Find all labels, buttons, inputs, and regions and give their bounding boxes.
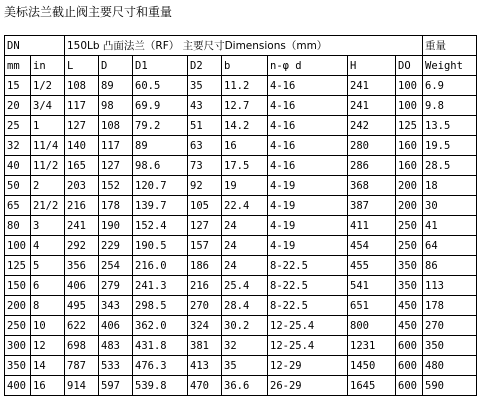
table-cell: 60.5 [133, 76, 188, 96]
table-cell: 10 [31, 316, 65, 336]
table-cell: 65 [5, 196, 31, 216]
table-cell: 250 [396, 216, 423, 236]
table-header-row [5, 36, 477, 56]
table-cell: 241 [65, 216, 99, 236]
table-cell: 9.8 [423, 96, 477, 116]
table-cell: 127 [99, 156, 133, 176]
table-cell: 98.6 [133, 156, 188, 176]
table-cell: 105 [188, 196, 222, 216]
table-cell: 4-19 [268, 196, 348, 216]
table-row [5, 116, 477, 136]
column-header: D2 [188, 56, 222, 76]
column-header: L [65, 56, 99, 76]
table-cell: 19 [222, 176, 268, 196]
table-row [5, 156, 477, 176]
table-cell: 14 [31, 356, 65, 376]
table-cell: 431.8 [133, 336, 188, 356]
table-cell: 279 [99, 276, 133, 296]
table-cell: 800 [348, 316, 396, 336]
table-cell: 324 [188, 316, 222, 336]
table-cell: 4-19 [268, 176, 348, 196]
table-cell: 41 [423, 216, 477, 236]
table-cell: 11/4 [31, 136, 65, 156]
table-cell: 413 [188, 356, 222, 376]
table-cell: 343 [99, 296, 133, 316]
table-cell: 1 [31, 116, 65, 136]
table-cell: 8-22.5 [268, 276, 348, 296]
table-cell: 3 [31, 216, 65, 236]
table-cell: 28.5 [423, 156, 477, 176]
table-cell: 356 [65, 256, 99, 276]
table-cell: 19.5 [423, 136, 477, 156]
table-cell: 26-29 [268, 376, 348, 396]
table-cell: 32 [5, 136, 31, 156]
table-cell: 89 [99, 76, 133, 96]
table-cell: 622 [65, 316, 99, 336]
table-cell: 216 [65, 196, 99, 216]
table-cell: 298.5 [133, 296, 188, 316]
table-cell: 64 [423, 236, 477, 256]
table-cell: 150 [5, 276, 31, 296]
table-cell: 1/2 [31, 76, 65, 96]
table-cell: 229 [99, 236, 133, 256]
table-row [5, 216, 477, 236]
table-cell: 270 [188, 296, 222, 316]
table-row [5, 296, 477, 316]
table-cell: 20 [5, 96, 31, 116]
column-header: mm [5, 56, 31, 76]
table-cell: 127 [65, 116, 99, 136]
column-header: n-φ d [268, 56, 348, 76]
table-cell: 51 [188, 116, 222, 136]
table-cell: 190 [99, 216, 133, 236]
column-header: DO [396, 56, 423, 76]
table-cell: 200 [5, 296, 31, 316]
table-cell: 12-25.4 [268, 336, 348, 356]
table-cell: 250 [5, 316, 31, 336]
table-cell: 24 [222, 216, 268, 236]
table-cell: 8 [31, 296, 65, 316]
column-header: D [99, 56, 133, 76]
column-header: Weight [423, 56, 477, 76]
table-cell: 18 [423, 176, 477, 196]
table-cell: 113 [423, 276, 477, 296]
table-cell: 160 [396, 136, 423, 156]
table-cell: 165 [65, 156, 99, 176]
table-cell: 3/4 [31, 96, 65, 116]
table-row [5, 176, 477, 196]
table-cell: 406 [65, 276, 99, 296]
table-cell: 79.2 [133, 116, 188, 136]
table-cell: 108 [65, 76, 99, 96]
table-cell: 286 [348, 156, 396, 176]
dn-header: DN [5, 36, 65, 56]
table-cell: 92 [188, 176, 222, 196]
table-cell: 216.0 [133, 256, 188, 276]
table-cell: 400 [5, 376, 31, 396]
group-header: 150Lb 凸面法兰（RF） 主要尺寸Dimensions（mm） [65, 36, 423, 56]
table-cell: 450 [396, 296, 423, 316]
table-row [5, 316, 477, 336]
table-cell: 89 [133, 136, 188, 156]
table-cell: 11.2 [222, 76, 268, 96]
table-cell: 12 [31, 336, 65, 356]
table-cell: 651 [348, 296, 396, 316]
column-header: H [348, 56, 396, 76]
table-cell: 254 [99, 256, 133, 276]
table-cell: 381 [188, 336, 222, 356]
table-cell: 362.0 [133, 316, 188, 336]
column-header-row [5, 56, 477, 76]
table-cell: 4-16 [268, 136, 348, 156]
table-cell: 476.3 [133, 356, 188, 376]
table-cell: 152.4 [133, 216, 188, 236]
table-cell: 25 [5, 116, 31, 136]
table-cell: 1450 [348, 356, 396, 376]
table-row [5, 336, 477, 356]
table-cell: 1231 [348, 336, 396, 356]
table-cell: 12-25.4 [268, 316, 348, 336]
table-cell: 12.7 [222, 96, 268, 116]
table-cell: 125 [5, 256, 31, 276]
table-cell: 350 [396, 256, 423, 276]
table-cell: 186 [188, 256, 222, 276]
table-cell: 454 [348, 236, 396, 256]
table-cell: 13.5 [423, 116, 477, 136]
column-header: in [31, 56, 65, 76]
weight-header: 重量 [423, 36, 477, 56]
table-cell: 28.4 [222, 296, 268, 316]
table-cell: 203 [65, 176, 99, 196]
table-cell: 100 [5, 236, 31, 256]
table-cell: 8-22.5 [268, 256, 348, 276]
table-cell: 480 [423, 356, 477, 376]
table-cell: 117 [99, 136, 133, 156]
table-cell: 157 [188, 236, 222, 256]
table-cell: 450 [396, 316, 423, 336]
table-cell: 16 [222, 136, 268, 156]
column-header: D1 [133, 56, 188, 76]
table-cell: 80 [5, 216, 31, 236]
table-cell: 11/2 [31, 156, 65, 176]
table-row [5, 96, 477, 116]
table-cell: 190.5 [133, 236, 188, 256]
table-cell: 4 [31, 236, 65, 256]
table-cell: 178 [99, 196, 133, 216]
table-row [5, 376, 477, 396]
table-cell: 241 [348, 76, 396, 96]
table-cell: 4-16 [268, 76, 348, 96]
table-cell: 73 [188, 156, 222, 176]
table-cell: 533 [99, 356, 133, 376]
table-cell: 127 [188, 216, 222, 236]
table-cell: 98 [99, 96, 133, 116]
table-row [5, 356, 477, 376]
table-cell: 350 [5, 356, 31, 376]
table-cell: 200 [396, 196, 423, 216]
table-cell: 483 [99, 336, 133, 356]
table-cell: 698 [65, 336, 99, 356]
table-cell: 25.4 [222, 276, 268, 296]
table-cell: 108 [99, 116, 133, 136]
table-cell: 63 [188, 136, 222, 156]
table-cell: 914 [65, 376, 99, 396]
table-cell: 86 [423, 256, 477, 276]
table-cell: 406 [99, 316, 133, 336]
table-cell: 100 [396, 96, 423, 116]
table-cell: 117 [65, 96, 99, 116]
table-cell: 120.7 [133, 176, 188, 196]
table-cell: 40 [5, 156, 31, 176]
table-cell: 350 [396, 276, 423, 296]
table-cell: 24 [222, 236, 268, 256]
table-cell: 241.3 [133, 276, 188, 296]
table-cell: 4-16 [268, 96, 348, 116]
table-cell: 17.5 [222, 156, 268, 176]
table-cell: 43 [188, 96, 222, 116]
table-cell: 35 [188, 76, 222, 96]
table-cell: 24 [222, 256, 268, 276]
dimensions-table [4, 35, 477, 396]
table-cell: 4-16 [268, 116, 348, 136]
table-cell: 368 [348, 176, 396, 196]
table-cell: 200 [396, 176, 423, 196]
table-cell: 8-22.5 [268, 296, 348, 316]
table-row [5, 76, 477, 96]
table-cell: 6.9 [423, 76, 477, 96]
table-cell: 292 [65, 236, 99, 256]
table-cell: 590 [423, 376, 477, 396]
table-row [5, 136, 477, 156]
table-cell: 12-29 [268, 356, 348, 376]
table-cell: 597 [99, 376, 133, 396]
table-cell: 2 [31, 176, 65, 196]
table-cell: 21/2 [31, 196, 65, 216]
table-cell: 100 [396, 76, 423, 96]
table-row [5, 236, 477, 256]
table-cell: 470 [188, 376, 222, 396]
table-cell: 270 [423, 316, 477, 336]
table-cell: 411 [348, 216, 396, 236]
table-cell: 216 [188, 276, 222, 296]
table-cell: 6 [31, 276, 65, 296]
table-cell: 600 [396, 356, 423, 376]
table-cell: 4-19 [268, 216, 348, 236]
table-cell: 15 [5, 76, 31, 96]
table-cell: 32 [222, 336, 268, 356]
table-cell: 600 [396, 376, 423, 396]
table-cell: 30.2 [222, 316, 268, 336]
table-row [5, 276, 477, 296]
table-row [5, 196, 477, 216]
table-cell: 69.9 [133, 96, 188, 116]
table-cell: 140 [65, 136, 99, 156]
table-cell: 4-19 [268, 236, 348, 256]
table-cell: 178 [423, 296, 477, 316]
page-title: 美标法兰截止阀主要尺寸和重量 [4, 5, 173, 19]
table-cell: 125 [396, 116, 423, 136]
table-cell: 16 [31, 376, 65, 396]
table-cell: 35 [222, 356, 268, 376]
table-cell: 541 [348, 276, 396, 296]
table-cell: 787 [65, 356, 99, 376]
table-cell: 50 [5, 176, 31, 196]
table-cell: 36.6 [222, 376, 268, 396]
table-row [5, 256, 477, 276]
table-cell: 241 [348, 96, 396, 116]
table-cell: 5 [31, 256, 65, 276]
table-cell: 30 [423, 196, 477, 216]
table-cell: 152 [99, 176, 133, 196]
table-cell: 539.8 [133, 376, 188, 396]
table-cell: 4-16 [268, 156, 348, 176]
table-cell: 455 [348, 256, 396, 276]
table-cell: 22.4 [222, 196, 268, 216]
table-cell: 1645 [348, 376, 396, 396]
table-cell: 14.2 [222, 116, 268, 136]
table-cell: 139.7 [133, 196, 188, 216]
table-cell: 600 [396, 336, 423, 356]
table-cell: 250 [396, 236, 423, 256]
table-cell: 300 [5, 336, 31, 356]
table-cell: 160 [396, 156, 423, 176]
table-cell: 387 [348, 196, 396, 216]
table-cell: 242 [348, 116, 396, 136]
table-cell: 280 [348, 136, 396, 156]
table-cell: 350 [423, 336, 477, 356]
table-cell: 495 [65, 296, 99, 316]
column-header: b [222, 56, 268, 76]
